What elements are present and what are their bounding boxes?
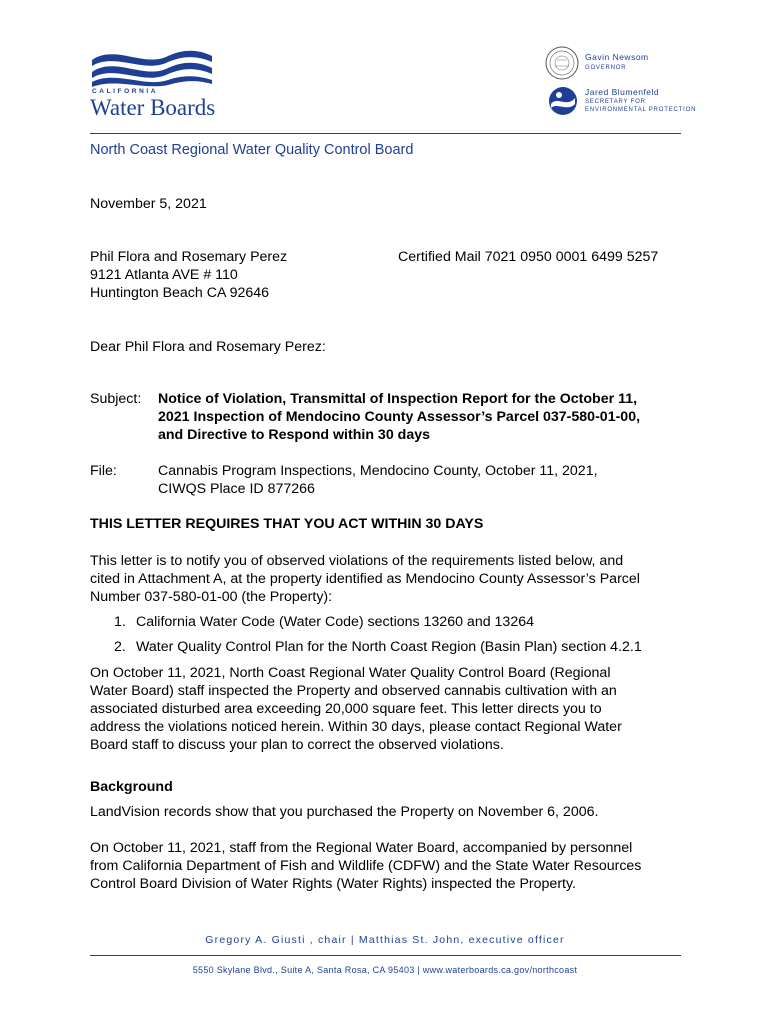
calepa-logo-icon xyxy=(547,86,579,116)
header-divider xyxy=(90,133,681,134)
subject-line3: and Directive to Respond within 30 days xyxy=(158,427,430,443)
background-heading: Background xyxy=(90,779,173,795)
intro-line2: cited in Attachment A, at the property identified as Mendocino County Assessor’s Parcel xyxy=(90,571,640,587)
water-boards-logo xyxy=(90,46,220,122)
file-line1: Cannabis Program Inspections, Mendocino County, October 11, 2021, xyxy=(158,463,598,479)
water-waves-icon xyxy=(90,46,215,88)
intro-line1: This letter is to notify you of observed violations of the requirements listed below, and xyxy=(90,553,624,569)
logo-name: Water Boards xyxy=(90,95,216,120)
state-seal-icon xyxy=(545,46,579,80)
logo-state-label: CALIFORNIA xyxy=(92,88,159,95)
para2-line1: On October 11, 2021, North Coast Regional Water Quality Control Board (Regional xyxy=(90,665,611,681)
governor-name: Gavin Newsom xyxy=(585,52,649,62)
secretary-name: Jared Blumenfeld xyxy=(585,87,660,97)
recipient-line3: Huntington Beach CA 92646 xyxy=(90,285,270,301)
background-para2-line2: from California Department of Fish and Wildlife (CDFW) and the State Water Resources xyxy=(90,858,642,874)
file-label: File: xyxy=(90,463,117,479)
file-line2: CIWQS Place ID 877266 xyxy=(158,481,315,497)
governor-title: GOVERNOR xyxy=(585,65,627,71)
certified-mail-number: Certified Mail 7021 0950 0001 6499 5257 xyxy=(398,249,659,265)
footer-officers: Gregory A. Giusti , chair | Matthias St. John, executive officer xyxy=(205,934,565,946)
violation-1-text: California Water Code (Water Code) sections 13260 and 13264 xyxy=(136,614,534,630)
secretary-title-line1: SECRETARY FOR xyxy=(585,99,646,105)
recipient-line1: Phil Flora and Rosemary Perez xyxy=(90,249,288,265)
violation-2-number: 2. xyxy=(114,639,126,655)
requirement-heading: THIS LETTER REQUIRES THAT YOU ACT WITHIN 30 DAYS xyxy=(90,516,484,532)
violation-2-text: Water Quality Control Plan for the North Coast Region (Basin Plan) section 4.2.1 xyxy=(136,639,642,655)
board-name: North Coast Regional Water Quality Control Board xyxy=(90,142,414,158)
para2-line2: Water Board) staff inspected the Property and observed cannabis cultivation with an xyxy=(90,683,617,699)
subject-line1: Notice of Violation, Transmittal of Inspection Report for the October 11, xyxy=(158,391,638,407)
background-para2-line1: On October 11, 2021, staff from the Regional Water Board, accompanied by personnel xyxy=(90,840,633,856)
footer-divider xyxy=(90,955,681,956)
subject-label: Subject: xyxy=(90,391,142,407)
background-para1: LandVision records show that you purchased the Property on November 6, 2006. xyxy=(90,804,599,820)
intro-line3: Number 037-580-01-00 (the Property): xyxy=(90,589,333,605)
subject-line2: 2021 Inspection of Mendocino County Assessor’s Parcel 037-580-01-00, xyxy=(158,409,641,425)
background-para2-line3: Control Board Division of Water Rights (Water Rights) inspected the Property. xyxy=(90,876,576,892)
letter-date: November 5, 2021 xyxy=(90,196,207,212)
footer-address: 5550 Skylane Blvd., Suite A, Santa Rosa, CA 95403 | www.waterboards.ca.gov/northcoast xyxy=(192,965,578,975)
para2-line4: address the violations noticed herein. Within 30 days, please contact Regional Water xyxy=(90,719,622,735)
para2-line3: associated disturbed area exceeding 20,000 square feet. This letter directs you to xyxy=(90,701,602,717)
violation-1-number: 1. xyxy=(114,614,126,630)
secretary-title-line2: ENVIRONMENTAL PROTECTION xyxy=(585,107,697,113)
officials-block xyxy=(545,46,705,126)
salutation: Dear Phil Flora and Rosemary Perez: xyxy=(90,339,326,355)
para2-line5: Board staff to discuss your plan to correct the observed violations. xyxy=(90,737,504,753)
recipient-line2: 9121 Atlanta AVE # 110 xyxy=(90,267,238,283)
